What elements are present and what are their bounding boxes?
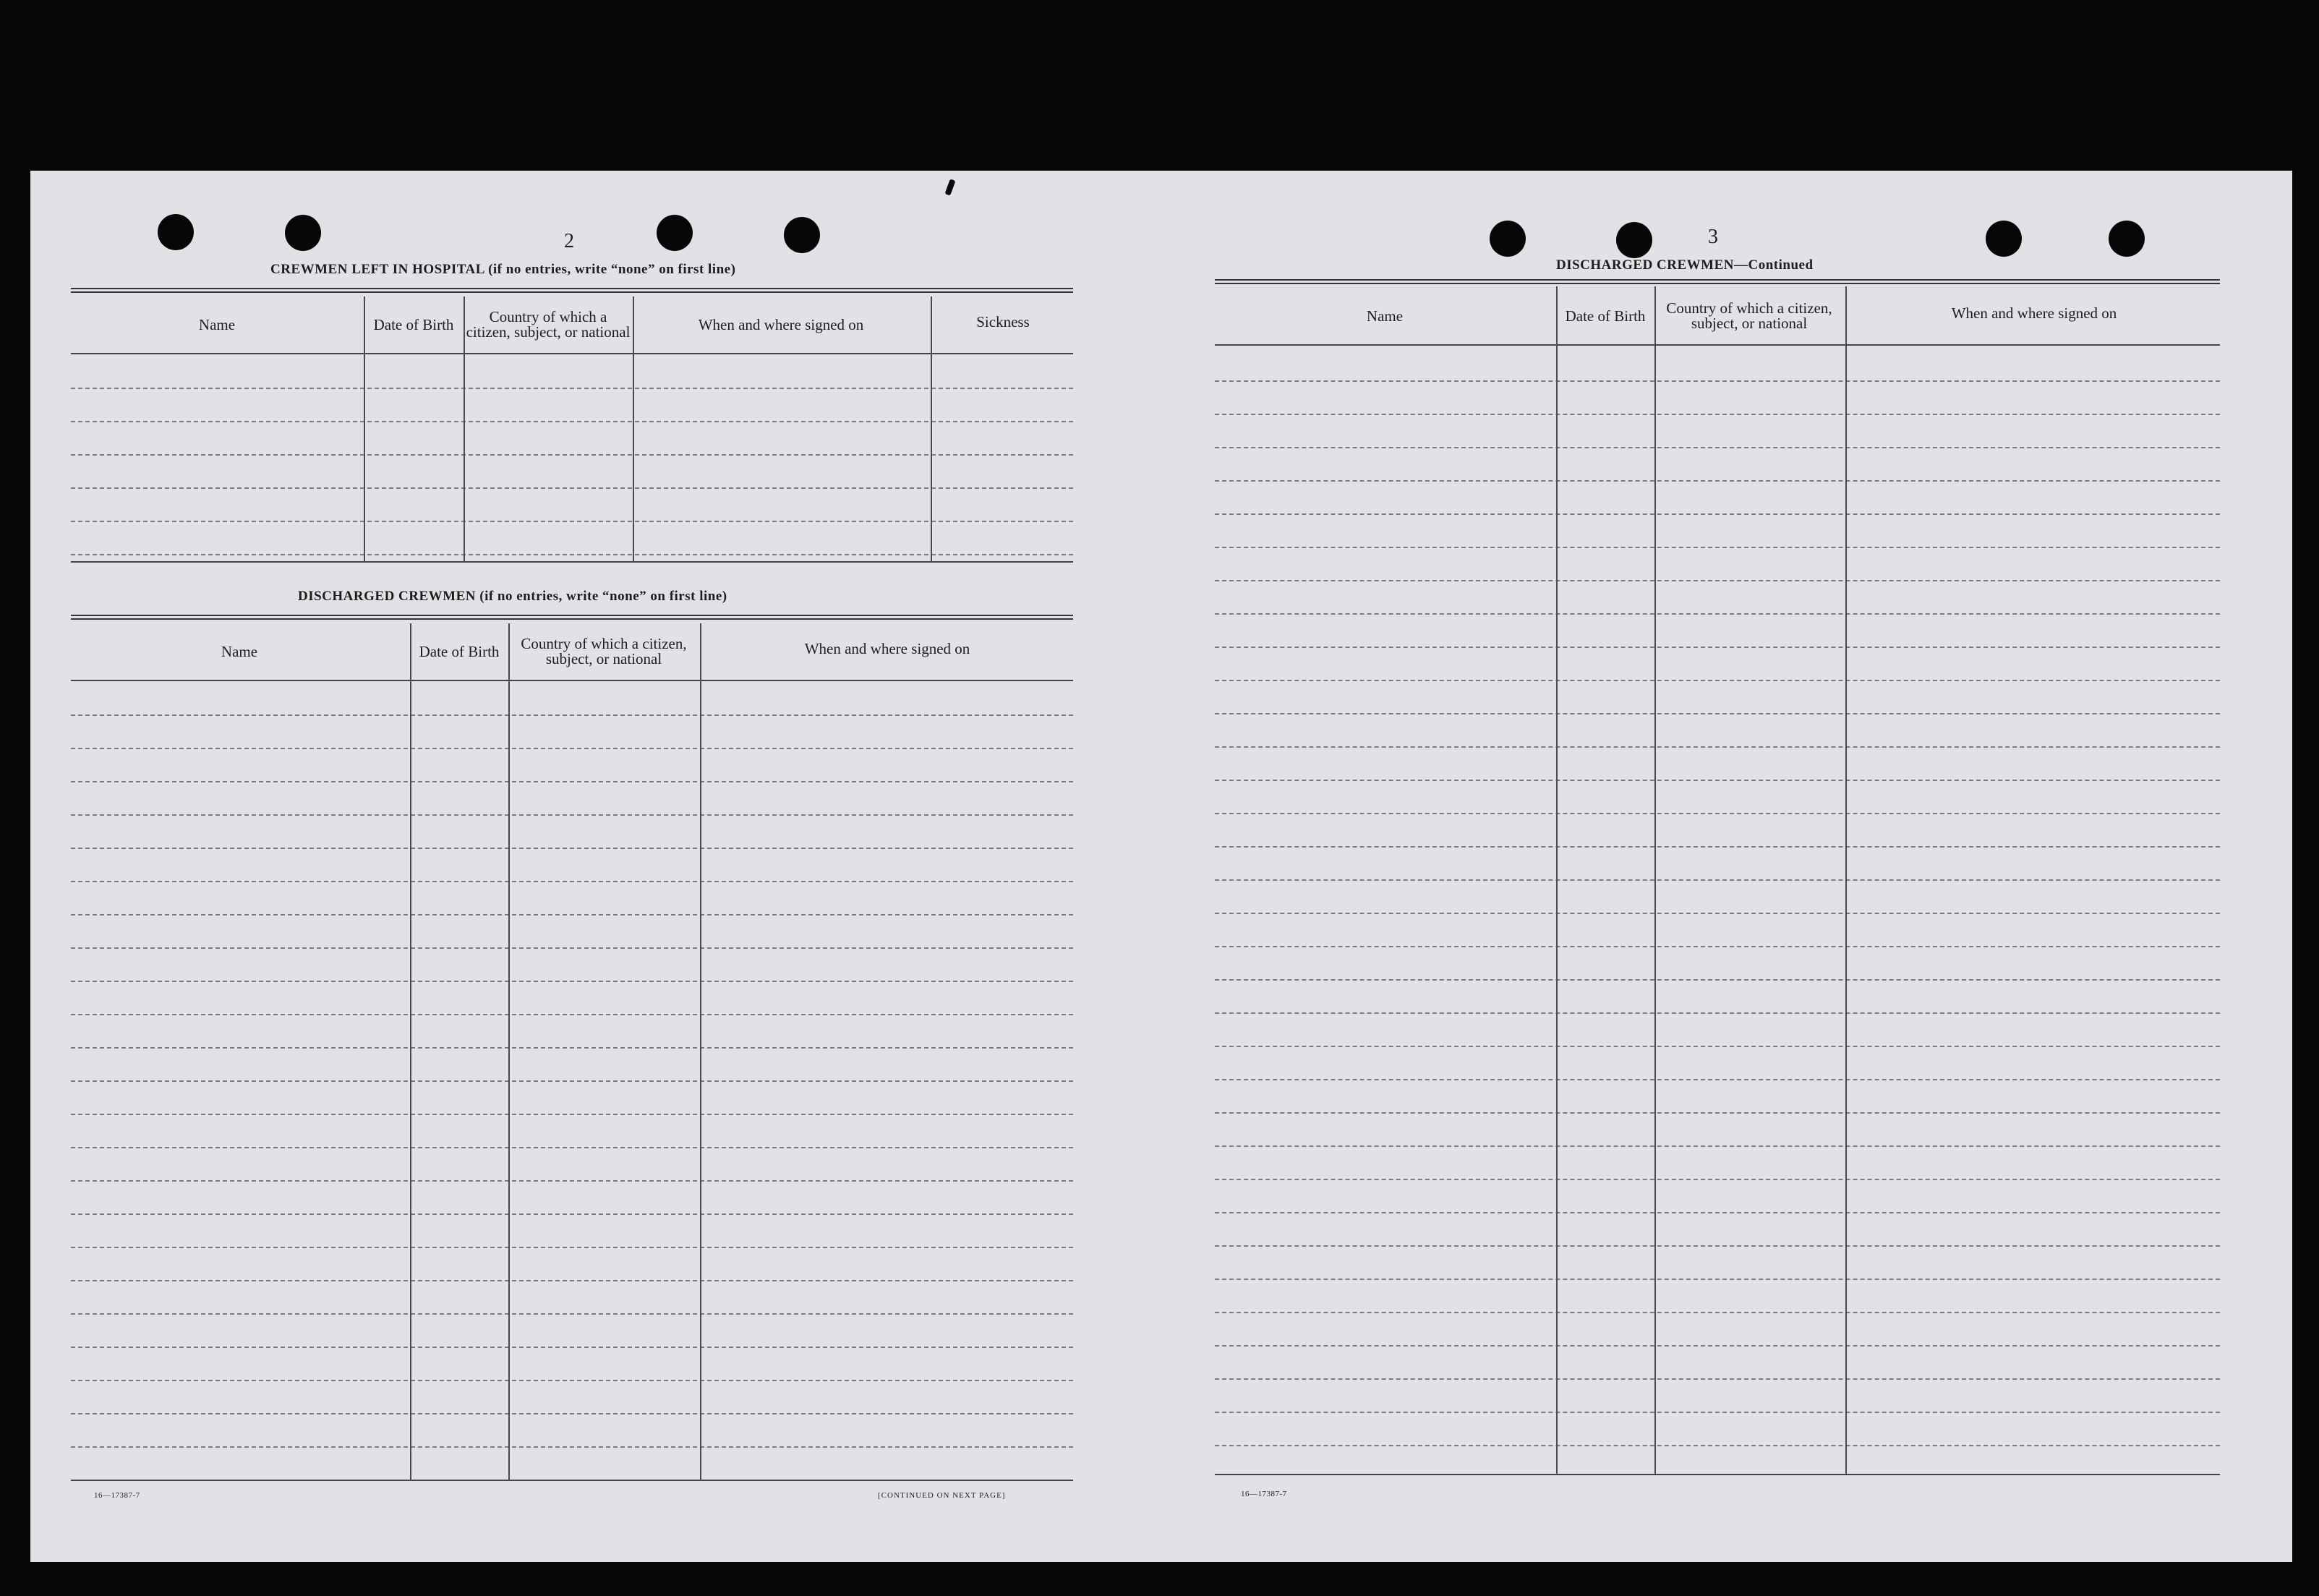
entry-line: [1215, 513, 2220, 515]
entry-line: [1215, 1345, 2220, 1347]
entry-line: [1215, 613, 2220, 615]
continued-col-divider: [1845, 286, 1847, 1474]
entry-line: [1215, 1012, 2220, 1014]
entry-line: [1215, 1079, 2220, 1080]
hospital-col-divider: [464, 296, 465, 561]
form-sheet: [30, 171, 2292, 1562]
entry-line: [71, 1347, 1073, 1348]
entry-line: [71, 914, 1073, 916]
punch-hole: [657, 215, 693, 251]
entry-line: [71, 881, 1073, 882]
hospital-col-sickness: Sickness: [976, 312, 1030, 330]
entry-line: [71, 1280, 1073, 1281]
discharged-top-rule: [71, 615, 1073, 620]
entry-line: [1215, 1112, 2220, 1114]
entry-line: [71, 1180, 1073, 1182]
entry-line: [1215, 746, 2220, 748]
entry-line: [71, 1080, 1073, 1082]
entry-line: [71, 388, 1073, 389]
continued-col-signed-on: When and where signed on: [1951, 304, 2117, 322]
entry-line: [71, 748, 1073, 749]
hospital-header-rule: [71, 353, 1073, 354]
entry-line: [1215, 1445, 2220, 1446]
discharged-col-date-of-birth: Date of Birth: [419, 642, 500, 660]
entry-line: [1215, 1145, 2220, 1147]
entry-line: [71, 848, 1073, 849]
entry-line: [71, 1413, 1073, 1414]
punch-hole: [1616, 222, 1652, 258]
continued-col-name: Name: [1366, 307, 1404, 325]
punch-hole: [1490, 221, 1526, 257]
form-number-right: 16—17387-7: [1241, 1490, 1287, 1498]
entry-line: [71, 1313, 1073, 1315]
continued-top-rule: [1215, 279, 2220, 284]
hospital-col-divider: [931, 296, 932, 561]
entry-line: [71, 981, 1073, 982]
entry-line: [1215, 879, 2220, 881]
entry-line: [71, 1213, 1073, 1215]
hospital-col-signed-on: When and where signed on: [698, 315, 864, 333]
continued-col-divider: [1654, 286, 1656, 1474]
entry-line: [1215, 447, 2220, 448]
entry-line: [1215, 580, 2220, 581]
continued-col-country: Country of which a citizen, subject, or national: [1666, 299, 1832, 332]
page-number-right: 3: [1708, 226, 1718, 248]
entry-line: [1215, 846, 2220, 848]
discharged-col-divider: [508, 623, 510, 1480]
hospital-section-title: CREWMEN LEFT IN HOSPITAL (if no entries, write “none” on first line): [270, 262, 736, 277]
entry-line: [1215, 913, 2220, 914]
entry-line: [71, 947, 1073, 949]
punch-hole: [158, 214, 194, 250]
entry-line: [71, 554, 1073, 555]
punch-hole: [784, 217, 820, 253]
hospital-col-divider: [364, 296, 365, 561]
entry-line: [1215, 946, 2220, 947]
hospital-col-country: Country of which a citizen, subject, or national: [466, 308, 631, 341]
continued-header-rule: [1215, 344, 2220, 346]
entry-line: [71, 1247, 1073, 1248]
punch-hole: [1986, 221, 2022, 257]
discharged-col-divider: [410, 623, 411, 1480]
entry-line: [1215, 1212, 2220, 1213]
discharged-continued-title: DISCHARGED CREWMEN—Continued: [1556, 257, 1814, 273]
entry-line: [1215, 380, 2220, 382]
entry-line: [71, 1380, 1073, 1381]
continued-note: [CONTINUED ON NEXT PAGE]: [878, 1491, 1006, 1500]
entry-line: [1215, 547, 2220, 548]
entry-line: [1215, 1412, 2220, 1413]
hospital-bottom-rule: [71, 561, 1073, 563]
continued-col-date-of-birth: Date of Birth: [1565, 307, 1646, 325]
discharged-col-country: Country of which a citizen, subject, or national: [521, 635, 687, 667]
hospital-col-name: Name: [198, 315, 236, 333]
discharged-bottom-rule: [71, 1480, 1073, 1481]
entry-line: [1215, 680, 2220, 681]
page-number-left: 2: [564, 230, 574, 252]
entry-line: [71, 814, 1073, 816]
entry-line: [1215, 1245, 2220, 1247]
entry-line: [71, 781, 1073, 782]
entry-line: [1215, 1046, 2220, 1047]
entry-line: [71, 714, 1073, 716]
punch-hole: [285, 215, 321, 251]
discharged-col-signed-on: When and where signed on: [804, 639, 970, 657]
entry-line: [1215, 713, 2220, 714]
hospital-col-date-of-birth: Date of Birth: [373, 315, 454, 333]
entry-line: [1215, 414, 2220, 415]
discharged-col-divider: [700, 623, 701, 1480]
entry-line: [1215, 1378, 2220, 1380]
entry-line: [71, 1014, 1073, 1015]
entry-line: [1215, 480, 2220, 482]
entry-line: [71, 1147, 1073, 1148]
hospital-col-divider: [633, 296, 634, 561]
entry-line: [71, 487, 1073, 489]
entry-line: [1215, 1179, 2220, 1180]
entry-line: [1215, 1279, 2220, 1280]
hospital-top-rule: [71, 288, 1073, 293]
entry-line: [71, 1446, 1073, 1448]
entry-line: [71, 1047, 1073, 1049]
entry-line: [71, 1114, 1073, 1115]
discharged-section-title: DISCHARGED CREWMEN (if no entries, write “none” on first line): [298, 589, 727, 604]
entry-line: [1215, 813, 2220, 814]
punch-hole: [2109, 221, 2145, 257]
entry-line: [71, 421, 1073, 422]
discharged-header-rule: [71, 680, 1073, 681]
continued-bottom-rule: [1215, 1474, 2220, 1475]
entry-line: [71, 454, 1073, 456]
discharged-col-name: Name: [221, 642, 258, 660]
entry-line: [1215, 780, 2220, 781]
form-number-left: 16—17387-7: [94, 1491, 140, 1500]
entry-line: [1215, 1312, 2220, 1313]
continued-col-divider: [1556, 286, 1558, 1474]
entry-line: [1215, 979, 2220, 981]
entry-line: [1215, 646, 2220, 648]
entry-line: [71, 521, 1073, 522]
